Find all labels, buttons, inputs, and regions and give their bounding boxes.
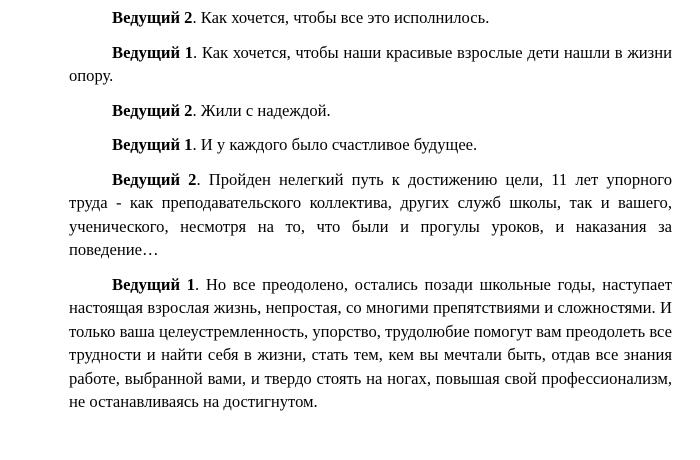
dialogue-text: . Как хочется, чтобы все это исполнилось. xyxy=(192,8,490,27)
speaker-name: Ведущий 2 xyxy=(112,169,197,189)
dialogue-paragraph xyxy=(69,41,672,88)
dialogue-text: . Жили с надеждой. xyxy=(192,100,331,120)
dialogue-paragraph xyxy=(69,168,672,262)
dialogue-paragraph xyxy=(69,6,672,30)
speaker-name: Ведущий 2 xyxy=(112,100,193,120)
speaker-name: Ведущий 1 xyxy=(112,135,193,154)
dialogue-text: . И у каждого было счастливое будущее. xyxy=(192,135,478,154)
speaker-name: Ведущий 1 xyxy=(112,274,196,294)
dialogue-text: . Пройден нелегкий путь к достижению цели, 11 лет упорного труда - как преподавательского коллектива, других служб школы, так и вашего, ученического, несмотря на то, что были и прогулы уроков, и наказания за поведение… xyxy=(69,169,672,259)
speaker-name: Ведущий 2 xyxy=(112,8,193,27)
dialogue-paragraph xyxy=(69,99,672,123)
speaker-name: Ведущий 1 xyxy=(112,42,194,62)
dialogue-paragraph xyxy=(69,133,672,157)
dialogue-paragraph xyxy=(69,273,672,414)
dialogue-text: . Но все преодолено, остались позади школьные годы, наступает настоящая взрослая жизнь, непростая, со многими препятствиями и сложностями. И только ваша целеустремленность, упорство, трудолюбие помогут вам преодолеть все трудности и найти себя в жизни, стать тем, кем вы мечтали быть, отдав все знания работе, выбранной вами, и твердо стоять на ногах, повышая свой профессионализм, не останавливаясь на достигнутом. xyxy=(69,274,673,411)
dialogue-text: . Как хочется, чтобы наши красивые взрослые дети нашли в жизни опору. xyxy=(69,42,673,85)
